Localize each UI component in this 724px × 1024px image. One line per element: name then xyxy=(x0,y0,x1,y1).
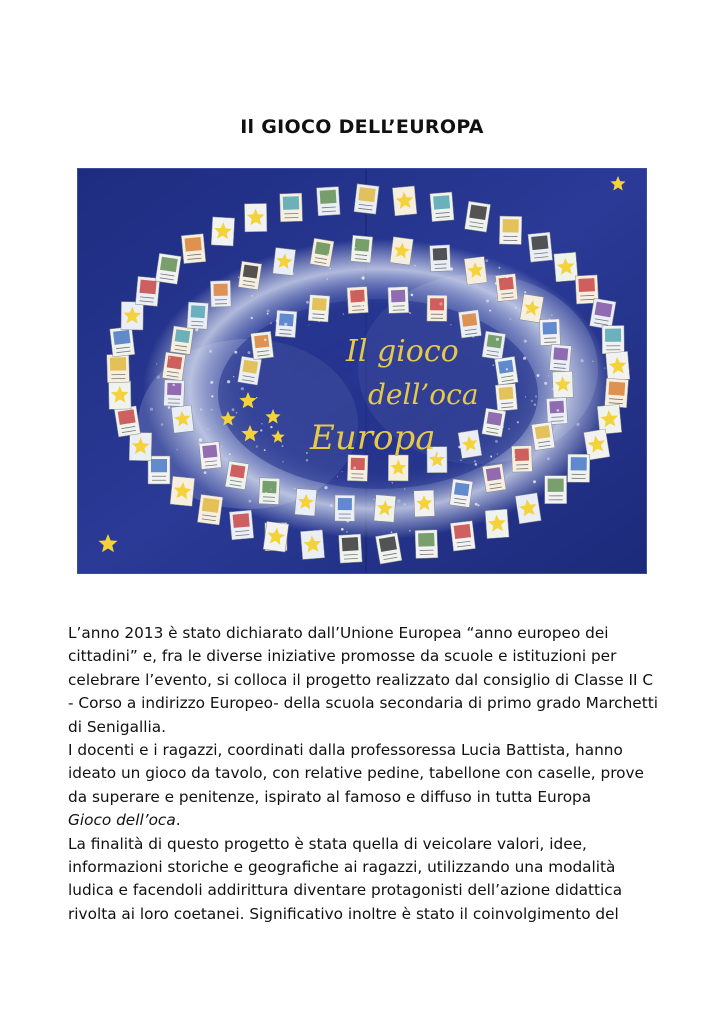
sparkle-dot xyxy=(232,408,235,411)
board-square xyxy=(485,509,509,538)
sparkle-dot xyxy=(270,489,271,490)
sparkle-dot xyxy=(270,322,272,324)
sparkle-dot xyxy=(463,522,465,524)
sparkle-dot xyxy=(221,446,223,448)
sparkle-dot xyxy=(475,503,478,506)
board-square xyxy=(427,295,447,321)
sparkle-dot xyxy=(486,299,489,302)
sparkle-dot xyxy=(450,324,451,325)
sparkle-dot xyxy=(381,518,382,519)
sparkle-dot xyxy=(296,512,298,514)
sparkle-dot xyxy=(531,400,533,402)
sparkle-dot xyxy=(324,486,327,489)
board-square xyxy=(458,310,481,338)
sparkle-dot xyxy=(342,471,343,472)
sparkle-dot xyxy=(498,267,500,269)
board-square xyxy=(567,454,589,482)
sparkle-dot xyxy=(241,387,244,390)
board-square xyxy=(244,203,266,231)
body-text xyxy=(68,622,658,926)
board-square xyxy=(171,405,194,433)
sparkle-dot xyxy=(525,396,526,397)
board-square xyxy=(229,510,253,540)
sparkle-dot xyxy=(267,313,269,315)
sparkle-dot xyxy=(200,408,203,411)
board-square xyxy=(464,257,487,285)
board-square xyxy=(211,217,234,246)
sparkle-dot xyxy=(208,429,209,430)
sparkle-dot xyxy=(309,325,310,326)
sparkle-dot xyxy=(341,528,344,531)
sparkle-dot xyxy=(150,408,153,411)
sparkle-dot xyxy=(517,421,519,423)
sparkle-dot xyxy=(210,381,213,384)
board-square xyxy=(164,380,185,407)
board-square xyxy=(605,378,629,408)
board-square xyxy=(520,294,544,323)
sparkle-dot xyxy=(209,350,212,353)
sparkle-dot xyxy=(404,488,405,489)
sparkle-dot xyxy=(227,380,230,383)
board-square xyxy=(335,495,355,521)
sparkle-dot xyxy=(256,445,258,447)
board-square xyxy=(354,184,379,214)
sparkle-dot xyxy=(482,487,483,488)
sparkle-dot xyxy=(503,426,504,427)
sparkle-dot xyxy=(360,304,363,307)
sparkle-dot xyxy=(537,374,540,377)
board-square xyxy=(515,493,541,524)
sparkle-dot xyxy=(397,499,400,502)
sparkle-dot xyxy=(337,476,338,477)
board-square xyxy=(170,326,193,355)
sparkle-dot xyxy=(391,531,393,533)
board-square xyxy=(415,530,438,559)
sparkle-dot xyxy=(510,318,512,320)
sparkle-dot xyxy=(506,275,509,278)
sparkle-dot xyxy=(186,406,188,408)
sparkle-dot xyxy=(498,378,499,379)
board-square xyxy=(199,441,222,469)
board-square xyxy=(110,327,135,357)
sparkle-dot xyxy=(411,294,414,297)
sparkle-dot xyxy=(256,397,257,398)
board-square xyxy=(114,406,140,437)
sparkle-dot xyxy=(495,282,497,284)
sparkle-dot xyxy=(458,446,461,449)
sparkle-dot xyxy=(561,391,564,394)
sparkle-dot xyxy=(355,247,356,248)
sparkle-dot xyxy=(474,460,477,463)
sparkle-dot xyxy=(414,265,415,266)
board-square xyxy=(539,319,560,346)
sparkle-dot xyxy=(475,463,478,466)
sparkle-dot xyxy=(327,279,328,280)
board-square xyxy=(162,352,185,381)
board-square xyxy=(545,476,567,504)
sparkle-dot xyxy=(514,458,516,460)
sparkle-dot xyxy=(547,457,550,460)
sparkle-dot xyxy=(508,428,509,429)
board-square xyxy=(554,252,578,282)
board-square xyxy=(210,280,231,307)
board-square xyxy=(449,479,472,508)
sparkle-dot xyxy=(534,404,536,406)
sparkle-dot xyxy=(505,373,508,376)
sparkle-dot xyxy=(450,267,453,270)
sparkle-dot xyxy=(439,302,442,305)
sparkle-dot xyxy=(374,499,375,500)
sparkle-dot xyxy=(489,310,491,312)
sparkle-dot xyxy=(535,395,538,398)
sparkle-dot xyxy=(490,456,492,458)
board-square xyxy=(392,186,416,216)
sparkle-dot xyxy=(497,431,498,432)
sparkle-dot xyxy=(533,480,536,483)
sparkle-dot xyxy=(405,260,408,263)
board-square xyxy=(414,490,435,517)
sparkle-dot xyxy=(249,500,252,503)
sparkle-dot xyxy=(173,384,175,386)
sparkle-dot xyxy=(409,530,411,532)
board-square xyxy=(347,286,368,313)
board-square xyxy=(109,381,132,409)
sparkle-dot xyxy=(472,335,475,338)
sparkle-dot xyxy=(549,318,550,319)
sparkle-dot xyxy=(548,376,549,377)
board-square xyxy=(308,295,330,322)
board-square xyxy=(388,287,409,314)
sparkle-dot xyxy=(576,423,579,426)
sparkle-dot xyxy=(513,453,516,456)
sparkle-dot xyxy=(251,295,252,296)
sparkle-dot xyxy=(267,310,270,313)
sparkle-dot xyxy=(161,423,164,426)
sparkle-dot xyxy=(294,488,295,489)
board-square xyxy=(187,302,209,329)
sparkle-dot xyxy=(270,426,272,428)
sparkle-dot xyxy=(353,467,356,470)
script-line-1: Il gioco xyxy=(346,334,459,369)
sparkle-dot xyxy=(157,375,160,378)
board-square xyxy=(238,356,262,385)
sparkle-dot xyxy=(306,301,309,304)
sparkle-dot xyxy=(544,382,547,385)
script-line-3: Europa xyxy=(310,418,436,458)
sparkle-dot xyxy=(460,460,462,462)
sparkle-dot xyxy=(485,259,488,262)
sparkle-dot xyxy=(506,368,508,370)
sparkle-dot xyxy=(278,261,279,262)
board-square xyxy=(528,232,553,262)
board-square xyxy=(300,530,324,560)
sparkle-dot xyxy=(524,340,527,343)
board-square xyxy=(606,351,630,381)
sparkle-dot xyxy=(276,320,279,323)
sparkle-dot xyxy=(264,339,267,342)
board-square xyxy=(251,331,274,359)
sparkle-dot xyxy=(179,408,181,410)
sparkle-dot xyxy=(484,466,487,469)
sparkle-dot xyxy=(284,323,287,326)
sparkle-dot xyxy=(264,449,266,451)
board-square xyxy=(499,216,522,244)
sparkle-dot xyxy=(291,272,294,275)
sparkle-dot xyxy=(195,328,198,331)
sparkle-dot xyxy=(480,277,483,280)
sparkle-dot xyxy=(204,471,207,474)
board-square xyxy=(374,495,396,523)
sparkle-dot xyxy=(387,503,390,506)
sparkle-dot xyxy=(236,412,238,414)
paragraph-1: L’anno 2013 è stato dichiarato dall’Unione Europea “anno europeo dei cittadini” e, fra le diverse iniziative promosse da scuole e istituzioni per celebrare l’evento, si colloca il progetto realizzato dal consiglio di Classe II C - Corso a indirizzo Europeo- della scuola secondaria di primo grado Marchetti di Senigallia. xyxy=(68,624,658,736)
sparkle-dot xyxy=(489,482,491,484)
sparkle-dot xyxy=(248,351,251,354)
board-illustration xyxy=(78,169,647,574)
board-square xyxy=(197,494,223,525)
board-square xyxy=(155,253,181,284)
sparkle-dot xyxy=(434,268,435,269)
sparkle-dot xyxy=(515,307,516,308)
sparkle-dot xyxy=(557,409,560,412)
sparkle-dot xyxy=(346,531,348,533)
sparkle-dot xyxy=(327,254,329,256)
sparkle-dot xyxy=(281,331,282,332)
board-square xyxy=(351,235,373,263)
sparkle-dot xyxy=(238,277,239,278)
sparkle-dot xyxy=(260,429,262,431)
sparkle-dot xyxy=(581,359,584,362)
board-square xyxy=(310,238,334,267)
sparkle-dot xyxy=(306,452,308,454)
page-title: Il GIOCO DELL’EUROPA xyxy=(240,116,484,138)
sparkle-dot xyxy=(282,461,284,463)
board-square xyxy=(482,331,506,360)
board-square xyxy=(107,354,130,383)
sparkle-dot xyxy=(306,459,309,462)
board-square xyxy=(280,193,303,222)
board-square xyxy=(482,408,506,437)
sparkle-dot xyxy=(199,438,202,441)
sparkle-dot xyxy=(169,357,171,359)
paragraph-2 xyxy=(68,739,658,833)
sparkle-dot xyxy=(404,503,406,505)
sparkle-dot xyxy=(391,482,393,484)
board-square xyxy=(602,326,624,354)
sparkle-dot xyxy=(523,357,526,360)
board-square xyxy=(495,356,519,385)
sparkle-dot xyxy=(551,315,552,316)
sparkle-dot xyxy=(229,453,231,455)
board-square xyxy=(263,521,289,552)
sparkle-dot xyxy=(265,492,267,494)
sparkle-dot xyxy=(605,391,607,393)
sparkle-dot xyxy=(552,388,554,390)
sparkle-dot xyxy=(496,299,498,301)
sparkle-dot xyxy=(168,406,170,408)
board-square xyxy=(238,261,262,290)
sparkle-dot xyxy=(198,442,201,445)
board-square xyxy=(450,521,475,551)
sparkle-dot xyxy=(211,409,213,411)
sparkle-dot xyxy=(346,520,349,523)
paragraph-2-text: I docenti e i ragazzi, coordinati dalla professoressa Lucia Battista, hanno ideato un gioco da tavolo, con relative pedine, tabellone con caselle, prove da superare e penitenze, ispirato al famoso e diffuso in tutta Europa xyxy=(68,741,644,806)
sparkle-dot xyxy=(604,367,606,369)
sparkle-dot xyxy=(258,273,260,275)
sparkle-dot xyxy=(592,361,594,363)
board-square xyxy=(347,455,368,482)
board-game-photo xyxy=(77,168,647,574)
board-square xyxy=(590,298,616,329)
board-square xyxy=(375,533,401,564)
sparkle-dot xyxy=(330,504,332,506)
sparkle-dot xyxy=(211,395,213,397)
sparkle-dot xyxy=(528,310,530,312)
sparkle-dot xyxy=(492,364,494,366)
board-square xyxy=(549,344,571,372)
sparkle-dot xyxy=(318,321,319,322)
board-square xyxy=(339,534,363,563)
board-square xyxy=(129,432,152,460)
sparkle-dot xyxy=(234,351,237,354)
sparkle-dot xyxy=(409,312,411,314)
sparkle-dot xyxy=(437,455,440,458)
sparkle-dot xyxy=(497,453,498,454)
sparkle-dot xyxy=(278,329,279,330)
board-square xyxy=(531,422,555,451)
sparkle-dot xyxy=(362,301,363,302)
sparkle-dot xyxy=(362,276,365,279)
sparkle-dot xyxy=(477,504,479,506)
paragraph-2-punct: . xyxy=(175,811,181,830)
sparkle-dot xyxy=(343,313,344,314)
sparkle-dot xyxy=(496,338,499,341)
paragraph-3: La finalità di questo progetto è stata quella di veicolare valori, idee, informazioni storiche e geografiche ai ragazzi, utilizzando una modalità ludica e facendoli addirittura diventare protagonisti dell’azione didattica rivolta ai loro coetanei. Significativo inoltre è stato il coinvolgimento del xyxy=(68,834,623,923)
sparkle-dot xyxy=(380,499,381,500)
sparkle-dot xyxy=(353,290,354,291)
board-square xyxy=(465,201,491,232)
board-square xyxy=(316,187,340,216)
board-square xyxy=(259,478,280,505)
board-square xyxy=(273,248,296,276)
board-square xyxy=(458,430,482,459)
board-square xyxy=(495,383,517,411)
board-square xyxy=(390,237,413,265)
sparkle-dot xyxy=(156,363,157,364)
sparkle-dot xyxy=(314,530,315,531)
board-square xyxy=(170,476,195,506)
script-line-2: dell’oca xyxy=(368,378,479,411)
sparkle-dot xyxy=(261,423,262,424)
sparkle-dot xyxy=(251,317,253,319)
board-square xyxy=(430,245,451,272)
sparkle-dot xyxy=(233,376,234,377)
sparkle-dot xyxy=(572,348,573,349)
paragraph-2-italic: Gioco dell’oca xyxy=(68,811,176,830)
board-square xyxy=(225,461,249,490)
sparkle-dot xyxy=(495,440,498,443)
board-square xyxy=(121,302,143,330)
board-square xyxy=(388,455,408,481)
sparkle-dot xyxy=(281,445,283,447)
board-square xyxy=(181,234,205,264)
sparkle-dot xyxy=(469,285,470,286)
sparkle-dot xyxy=(524,291,526,293)
sparkle-dot xyxy=(177,449,178,450)
board-square xyxy=(430,192,454,222)
sparkle-dot xyxy=(330,268,331,269)
sparkle-dot xyxy=(516,374,517,375)
board-square xyxy=(295,488,317,516)
